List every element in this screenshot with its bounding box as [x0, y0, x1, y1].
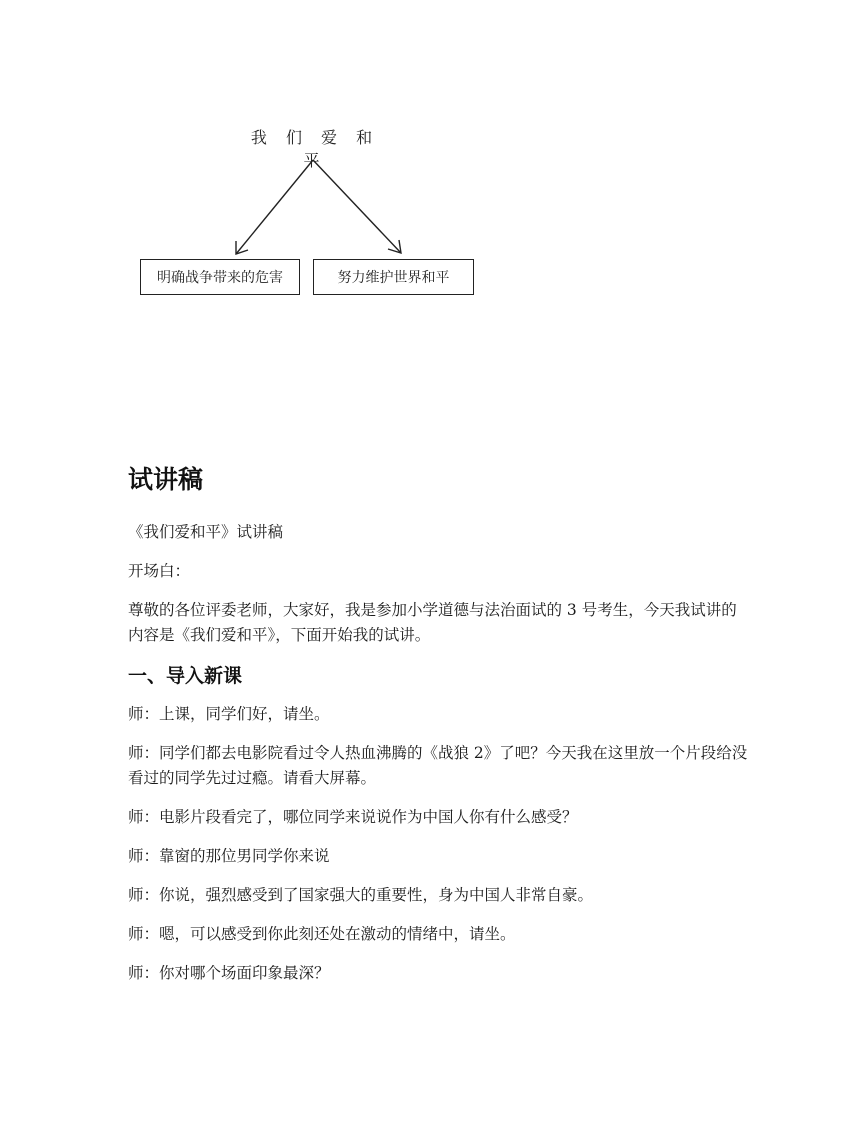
concept-diagram: [0, 0, 866, 320]
dialogue-line: 师：电影片段看完了，哪位同学来说说作为中国人你有什么感受？: [128, 808, 578, 826]
dialogue-line: 师：同学们都去电影院看过令人热血沸腾的《战狼 2》了吧？今天我在这里放一个片段给没看过的同学先过过瘾。请看大屏幕。: [128, 744, 748, 787]
lecture-script: [128, 462, 748, 1000]
section-title: 一、导入新课: [128, 665, 243, 687]
arrow-left-line: [236, 160, 313, 254]
arrow-right-line: [313, 160, 401, 253]
dialogue-line: 师：上课，同学们好，请坐。: [128, 705, 330, 723]
dialogue-line: 师：嗯，可以感受到你此刻还处在激动的情绪中，请坐。: [128, 925, 516, 943]
script-subtitle: 《我们爱和平》试讲稿: [128, 523, 284, 541]
page-title: 试讲稿: [128, 465, 204, 494]
diagram-title: 我 们 爱 和 平: [250, 128, 380, 170]
opening-label: 开场白：: [128, 562, 191, 580]
diagram-box-harm: 明确战争带来的危害: [140, 259, 300, 295]
opening-text: 尊敬的各位评委老师，大家好，我是参加小学道德与法治面试的 3 号考生，今天我试讲的内容是《我们爱和平》，下面开始我的试讲。: [128, 601, 737, 644]
dialogue-line: 师：靠窗的那位男同学你来说: [128, 847, 330, 865]
diagram-box-peace: 努力维护世界和平: [313, 259, 474, 295]
dialogue-line: 师：你对哪个场面印象最深？: [128, 964, 330, 982]
dialogue-line: 师：你说，强烈感受到了国家强大的重要性，身为中国人非常自豪。: [128, 886, 594, 904]
